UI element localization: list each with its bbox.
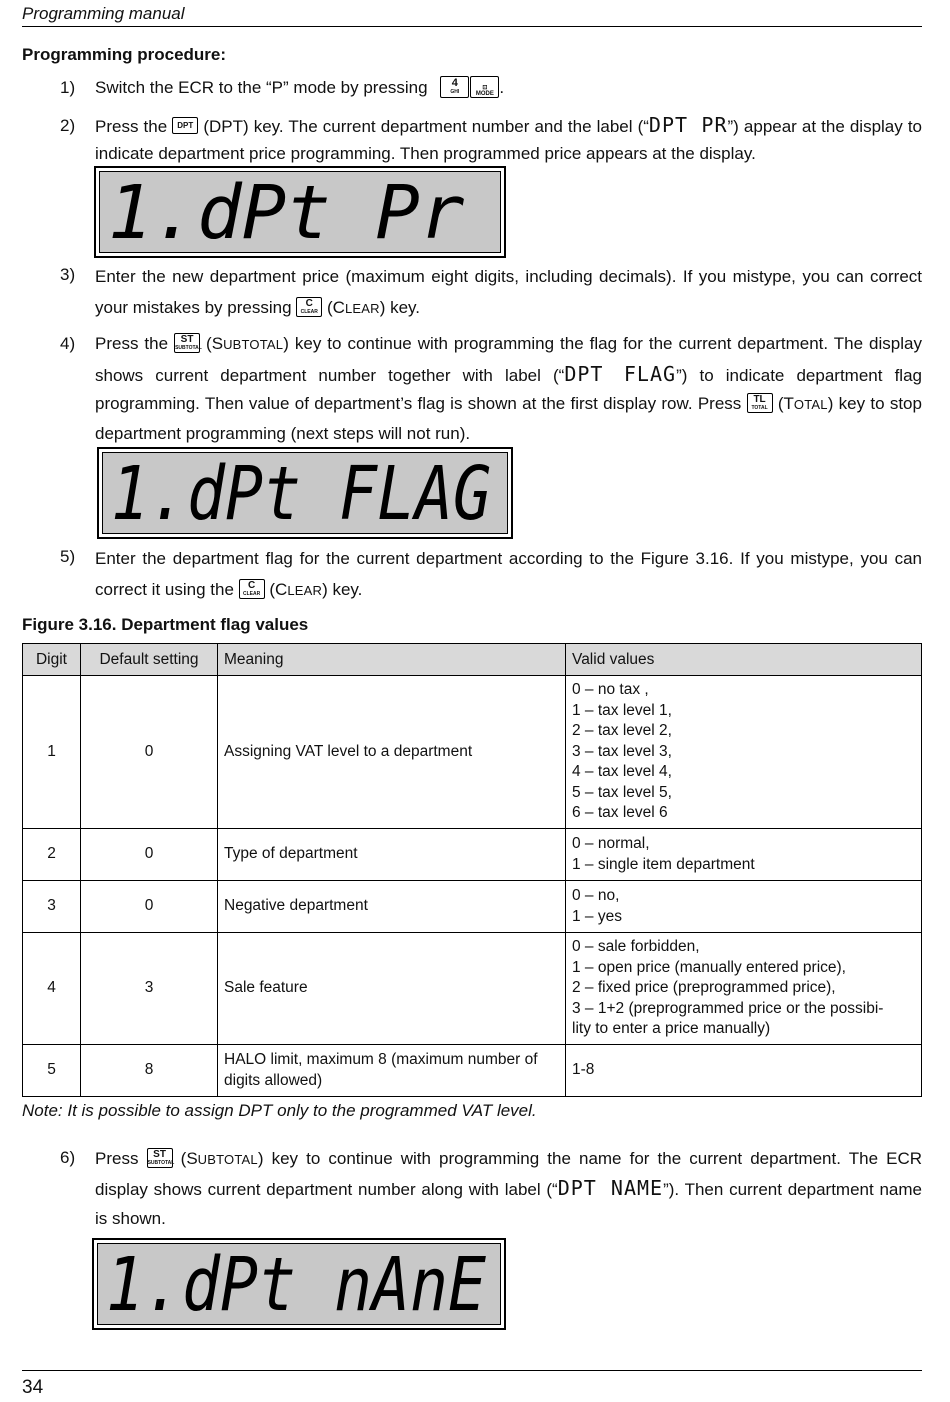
valid-value-line: 1-8 [572, 1061, 595, 1079]
svg-text:1.dPt FLAG: 1.dPt FLAG [111, 451, 491, 537]
procedure-heading: Programming procedure: [22, 45, 227, 64]
table-row [23, 829, 922, 881]
total-key-icon: TL TOTAL [747, 393, 773, 413]
valid-value-line: 1 – tax level 1, [572, 701, 672, 719]
valid-value-line: 1 – single item department [572, 855, 755, 873]
default-cell: 0 [81, 829, 218, 881]
valid-values-cell [566, 881, 922, 933]
valid-values-cell [566, 1045, 922, 1097]
step-3: 3) Enter the new department price (maximum eight digits, including decimals). If you mistype, you can correct your mistakes by pressing C CLEAR (CLEAR) key. [22, 261, 922, 324]
step-number: 6) [60, 1148, 76, 1167]
lcd-display-dpt-price [94, 166, 506, 258]
step-text: Switch the ECR to the “P” mode by pressing [95, 78, 428, 97]
lcd-display-dpt-flag [97, 447, 513, 539]
dpt-key-icon: DPT [172, 117, 198, 134]
step-number: 1) [60, 78, 76, 97]
svg-text:1.dPt Pr: 1.dPt Pr [108, 170, 465, 256]
subtotal-key-icon: ST SUBTOTAL [147, 1148, 175, 1166]
table-row [23, 1045, 922, 1097]
valid-value-line: 3 – 1+2 (preprogrammed price or the possibi- [572, 999, 884, 1017]
key-4-mode [440, 76, 499, 98]
svg-text:1.dPt nAnE: 1.dPt nAnE [106, 1242, 487, 1328]
valid-value-line: 0 – no, [572, 887, 620, 904]
column-header: Valid values [566, 644, 922, 676]
lcd-display-dpt-name [92, 1238, 506, 1330]
table-header-row [23, 644, 922, 676]
valid-value-line: 2 – fixed price (preprogrammed price), [572, 979, 836, 997]
step-4: 4) Press the ST SUBTOTAL (SUBTOTAL) key to continue with programming the flag for the current department. The display shows current department number together with label (“DPT FLAG”) to indicate department flag programming. Then value of department’s flag is shown at the first display row. Press TL TOTAL (TOTAL) key to stop department programming (next steps will not run). [22, 330, 922, 448]
step-2: 2) Press the DPT (DPT) key. The current department number and the label (“DPT PR”) appear at the display to indicate department price programming. Then programmed price appears at the display. [60, 113, 923, 163]
valid-value-line: 0 – normal, [572, 835, 650, 852]
digit-cell: 5 [23, 1045, 81, 1097]
step-number: 3) [60, 265, 76, 284]
mode-key-icon: ⊡ MODE [470, 76, 499, 98]
display-label: DPT FLAG [564, 361, 677, 386]
step-1: 1) Switch the ECR to the “P” mode by pressing 4 GHI ⊡ MODE . [22, 74, 922, 101]
table-row [23, 933, 922, 1045]
page-number: 34 [22, 1370, 922, 1399]
digit-cell: 1 [23, 676, 81, 829]
valid-value-line: 2 – tax level 2, [572, 722, 672, 740]
default-cell: 0 [81, 676, 218, 829]
step-6: 6) Press ST SUBTOTAL (SUBTOTAL) key to continue with programming the name for the current department. The ECR display shows current department number along with label (“DPT NAME”). Then current department name is shown. [22, 1144, 922, 1233]
meaning-cell: Type of department [218, 829, 566, 881]
note: Note: It is possible to assign DPT only to the programmed VAT level. [22, 1101, 537, 1120]
digit-cell: 4 [23, 933, 81, 1045]
figure-caption: Figure 3.16. Department flag values [22, 615, 309, 634]
table-row [23, 676, 922, 829]
step-number: 2) [60, 116, 76, 135]
digit-cell: 3 [23, 881, 81, 933]
column-header: Digit [23, 644, 81, 676]
lcd-text-2 [103, 451, 503, 537]
valid-value-line: 3 – tax level 3, [572, 742, 672, 760]
meaning-cell: Assigning VAT level to a department [218, 676, 566, 829]
column-header: Default setting [81, 644, 218, 676]
default-cell: 0 [81, 881, 218, 933]
valid-values-cell [566, 676, 922, 829]
step-5: 5) Enter the department flag for the current department according to the Figure 3.16. If you mistype, you can correct it using the C CLEAR (CLEAR) key. [22, 543, 922, 606]
digit-cell: 2 [23, 829, 81, 881]
lcd-text-3 [98, 1242, 496, 1328]
department-flag-table [22, 643, 922, 1097]
valid-value-line: 5 – tax level 5, [572, 783, 672, 801]
running-header: Programming manual [22, 4, 922, 27]
meaning-cell: HALO limit, maximum 8 (maximum number of digits allowed) [218, 1045, 566, 1097]
table-row [23, 881, 922, 933]
valid-values-cell [566, 829, 922, 881]
meaning-cell: Sale feature [218, 933, 566, 1045]
default-cell: 3 [81, 933, 218, 1045]
key-4-icon: 4 GHI [440, 76, 469, 98]
meaning-cell: Negative department [218, 881, 566, 933]
lcd-text-1 [100, 170, 496, 256]
subtotal-key-icon: ST SUBTOTAL [175, 333, 202, 351]
valid-value-line: lity to enter a price manually) [572, 1020, 771, 1038]
valid-value-line: 4 – tax level 4, [572, 763, 672, 781]
valid-values-cell [566, 933, 922, 1045]
valid-value-line: 0 – sale forbidden, [572, 938, 700, 956]
clear-key-icon: C CLEAR [239, 579, 265, 599]
column-header: Meaning [218, 644, 566, 676]
clear-key-icon: C CLEAR [296, 297, 322, 317]
display-label: DPT NAME [557, 1176, 664, 1200]
step-number: 4) [60, 334, 76, 353]
valid-value-line: 6 – tax level 6 [572, 804, 668, 822]
default-cell: 8 [81, 1045, 218, 1097]
valid-value-line: 1 – open price (manually entered price), [572, 958, 846, 976]
valid-value-line: 0 – no tax , [572, 681, 649, 699]
display-label: DPT PR [648, 113, 728, 137]
step-number: 5) [60, 547, 76, 566]
valid-value-line: 1 – yes [572, 907, 622, 925]
